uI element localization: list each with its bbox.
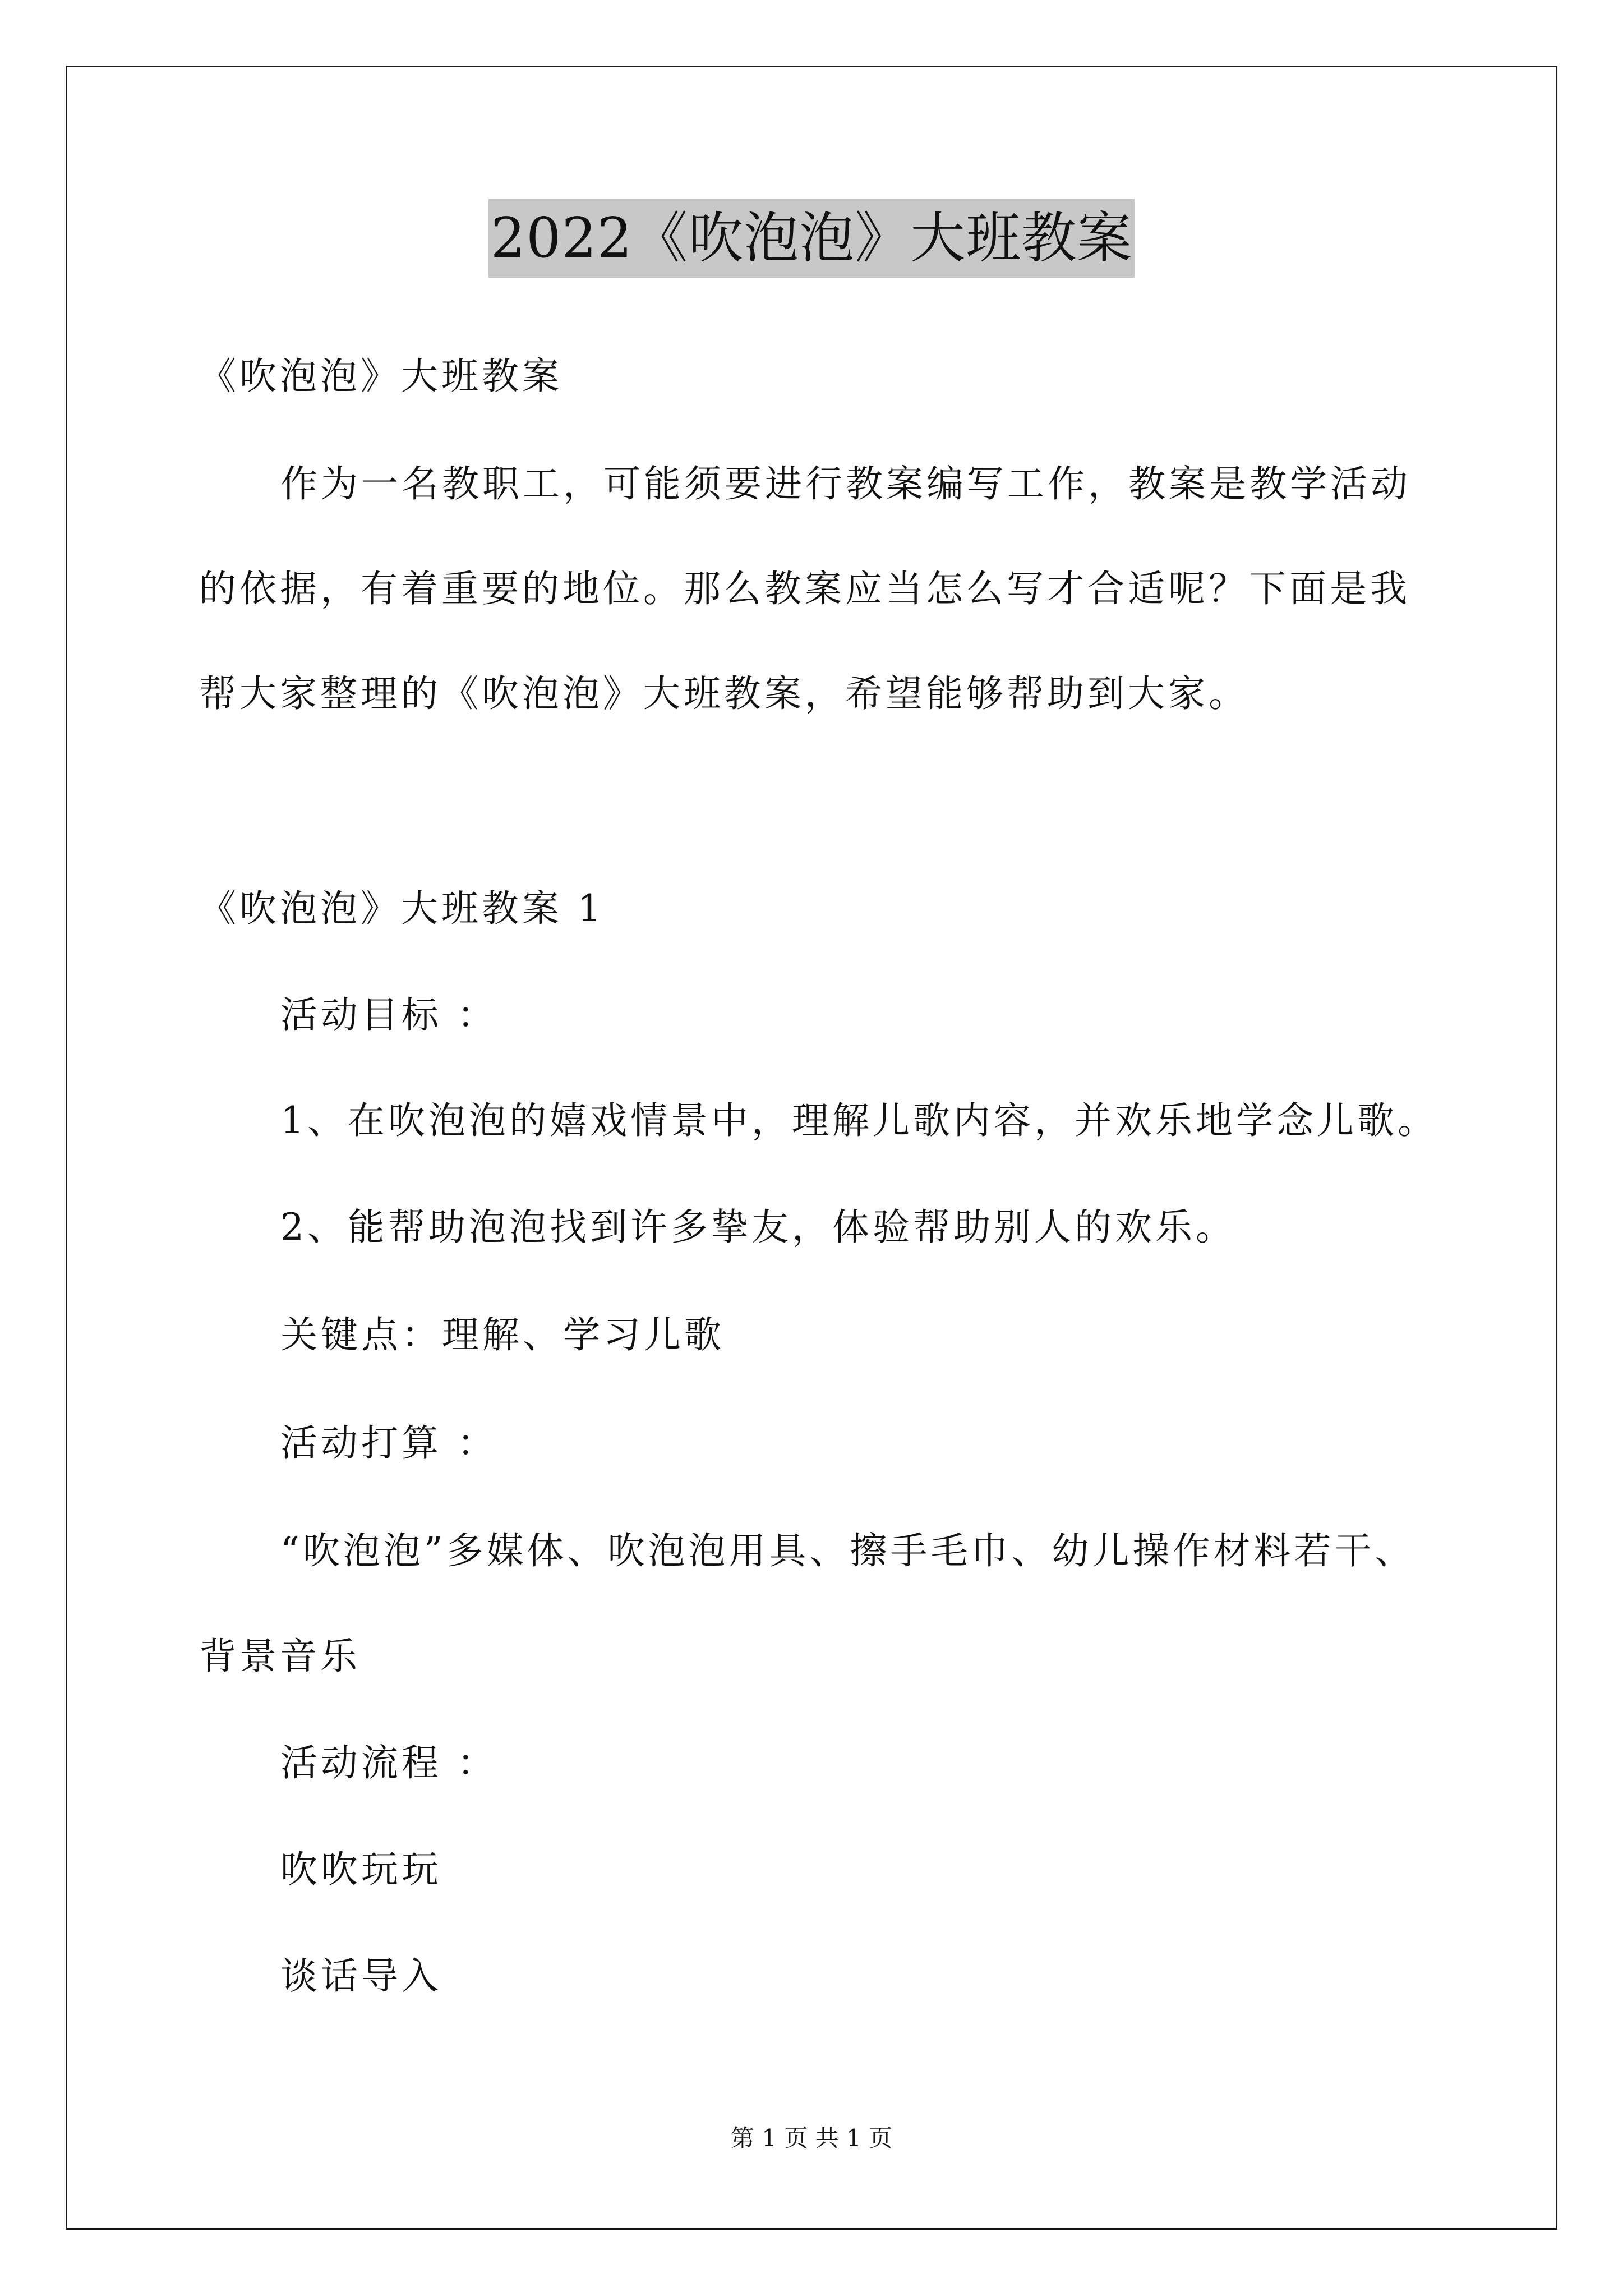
preparation-label: 活动打算 ： (280, 1421, 497, 1465)
section-heading: 《吹泡泡》大班教案 1 (199, 887, 605, 930)
document-title (0, 199, 1623, 278)
process-step-2: 谈话导入 (280, 1954, 442, 1998)
process-step-1: 吹吹玩玩 (280, 1848, 442, 1891)
document-subtitle: 《吹泡泡》大班教案 (199, 355, 562, 398)
goal-item-1: 1、在吹泡泡的嬉戏情景中，理解儿歌内容，并欢乐地学念儿歌。 (280, 1099, 1438, 1142)
process-label: 活动流程 ： (280, 1741, 497, 1784)
preparation-line-1: “吹泡泡”多媒体、吹泡泡用具、擦手毛巾、幼儿操作材料若干、 (280, 1529, 1415, 1572)
activity-goal-label: 活动目标 ： (280, 993, 497, 1037)
intro-line-2: 的依据，有着重要的地位。那么教案应当怎么写才合适呢？下面是我 (199, 567, 1410, 610)
goal-item-2: 2、能帮助泡泡找到许多挚友，体验帮助别人的欢乐。 (280, 1205, 1236, 1249)
page-footer: 第 1 页 共 1 页 (730, 2124, 893, 2152)
intro-line-3: 帮大家整理的《吹泡泡》大班教案，希望能够帮助到大家。 (199, 672, 1249, 715)
document-title-text: 2022《吹泡泡》大班教案 (488, 199, 1135, 278)
key-point: 关键点：理解、学习儿歌 (280, 1313, 725, 1356)
intro-line-1: 作为一名教职工，可能须要进行教案编写工作，教案是教学活动 (280, 462, 1411, 505)
preparation-line-2: 背景音乐 (199, 1635, 361, 1678)
